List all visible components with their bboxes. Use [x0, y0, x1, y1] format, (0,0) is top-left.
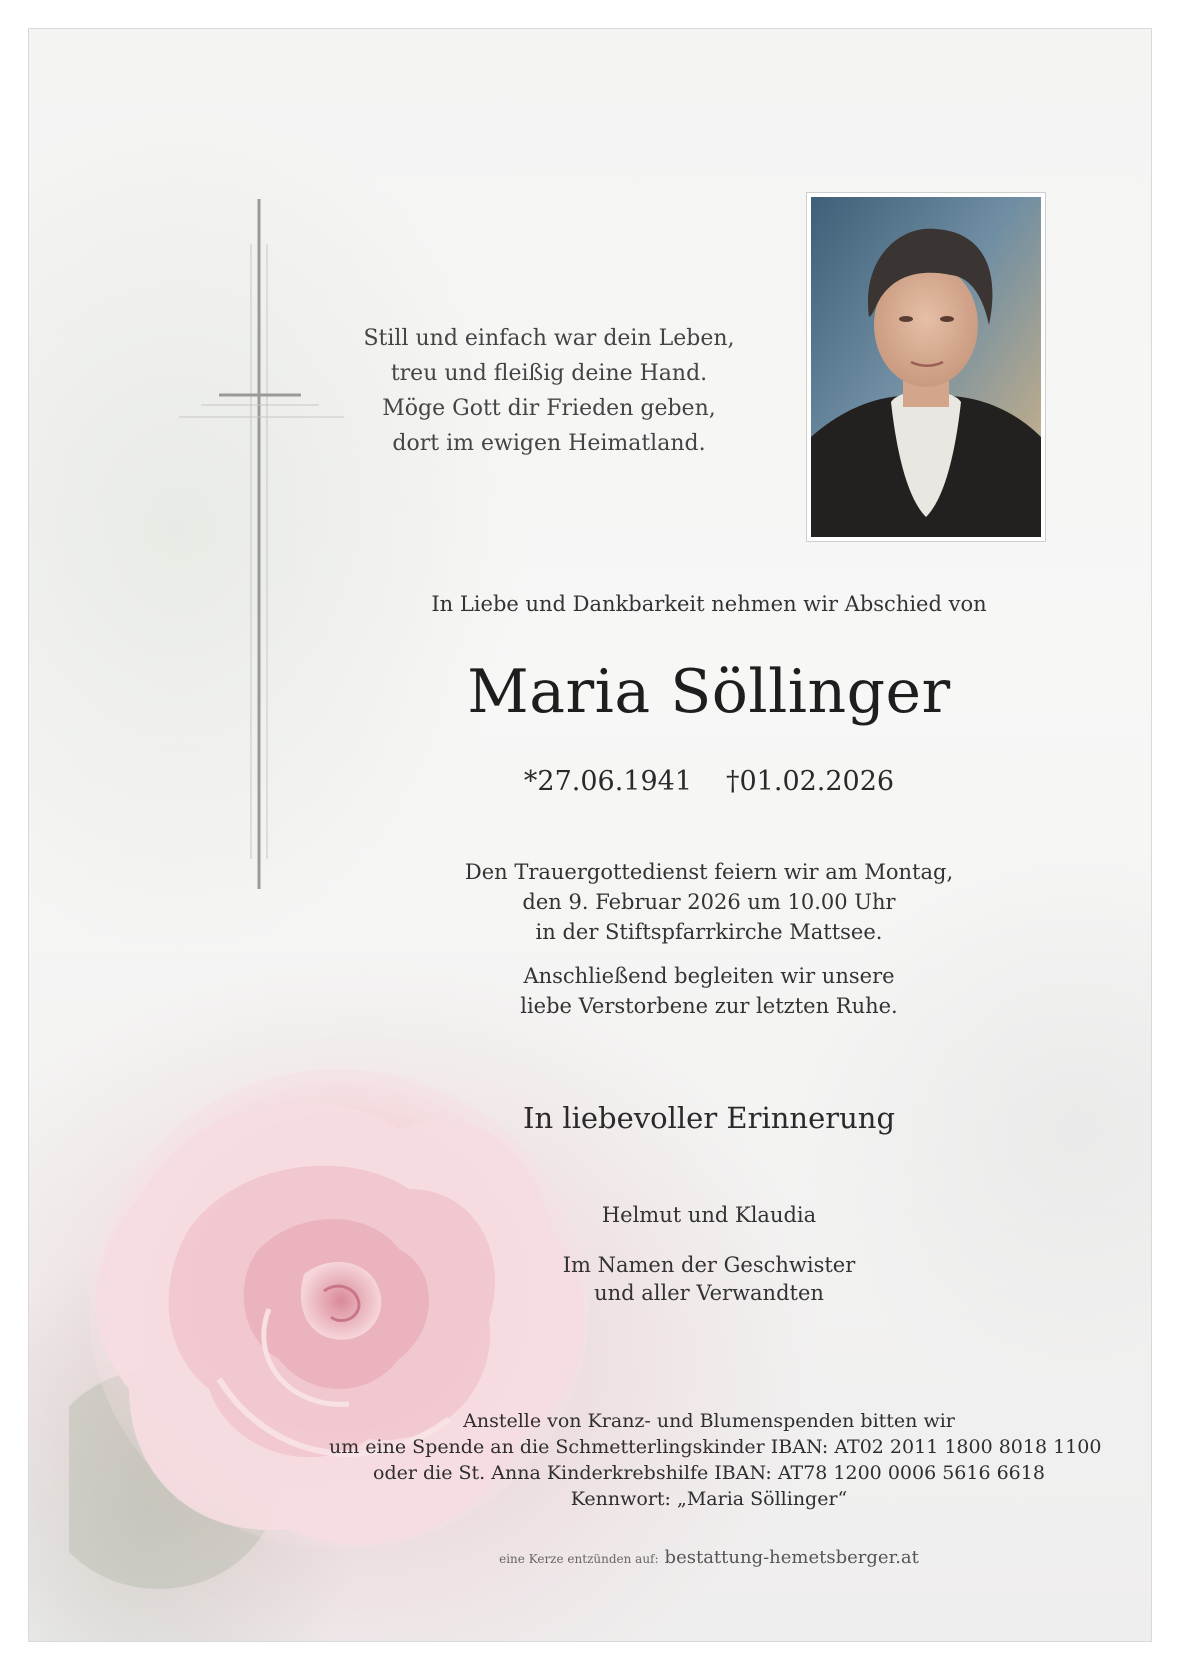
footer	[329, 1547, 1089, 1568]
portrait-photo	[811, 197, 1041, 537]
service-line: Den Trauergottedienst feiern wir am Montag,	[464, 860, 954, 884]
poem-line: Still und einfach war dein Leben,	[363, 326, 735, 351]
poem-line: Möge Gott dir Frieden geben,	[382, 396, 716, 421]
donation-line: um eine Spende an die Schmetterlingskinder IBAN: AT02 2011 1800 8018 1100	[329, 1436, 1102, 1458]
donation-line: oder die St. Anna Kinderkrebshilfe IBAN: AT78 1200 0006 5616 6618	[373, 1462, 1045, 1484]
service-line: in der Stiftspfarrkirche Mattsee.	[535, 920, 883, 944]
birth-date: *27.06.1941	[523, 766, 692, 797]
service-line: den 9. Februar 2026 um 10.00 Uhr	[522, 890, 896, 914]
burial-line: liebe Verstorbene zur letzten Ruhe.	[520, 994, 898, 1018]
portrait-frame	[806, 192, 1046, 542]
burial-line: Anschließend begleiten wir unsere	[523, 964, 895, 988]
life-dates	[329, 766, 1089, 797]
deceased-name: Maria Söllinger	[467, 657, 951, 727]
family-names: Helmut und Klaudia	[601, 1203, 817, 1227]
memory-heading: In liebevoller Erinnerung	[522, 1101, 896, 1135]
family-line: und aller Verwandten	[594, 1281, 824, 1305]
family-line: Im Namen der Geschwister	[562, 1253, 856, 1277]
farewell-intro: In Liebe und Dankbarkeit nehmen wir Abschied von	[431, 592, 987, 616]
poem	[329, 321, 769, 461]
donation-line: Anstelle von Kranz- und Blumenspenden bitten wir	[463, 1410, 955, 1432]
donation-line: Kennwort: „Maria Söllinger“	[570, 1488, 848, 1510]
service-info	[329, 857, 1089, 947]
obituary-card	[28, 28, 1152, 1642]
cross-icon	[179, 199, 344, 889]
rose-decoration	[69, 1059, 629, 1599]
donation-request	[329, 1408, 1102, 1512]
poem-line: treu und fleißig deine Hand.	[390, 361, 708, 386]
poem-line: dort im ewigen Heimatland.	[392, 431, 706, 456]
burial-info	[329, 961, 1089, 1021]
family-relatives	[329, 1251, 1089, 1307]
death-date: †01.02.2026	[726, 766, 895, 797]
footer-website-link[interactable]: bestattung-hemetsberger.at	[664, 1547, 919, 1568]
footer-prefix: eine Kerze entzünden auf:	[499, 1552, 659, 1566]
